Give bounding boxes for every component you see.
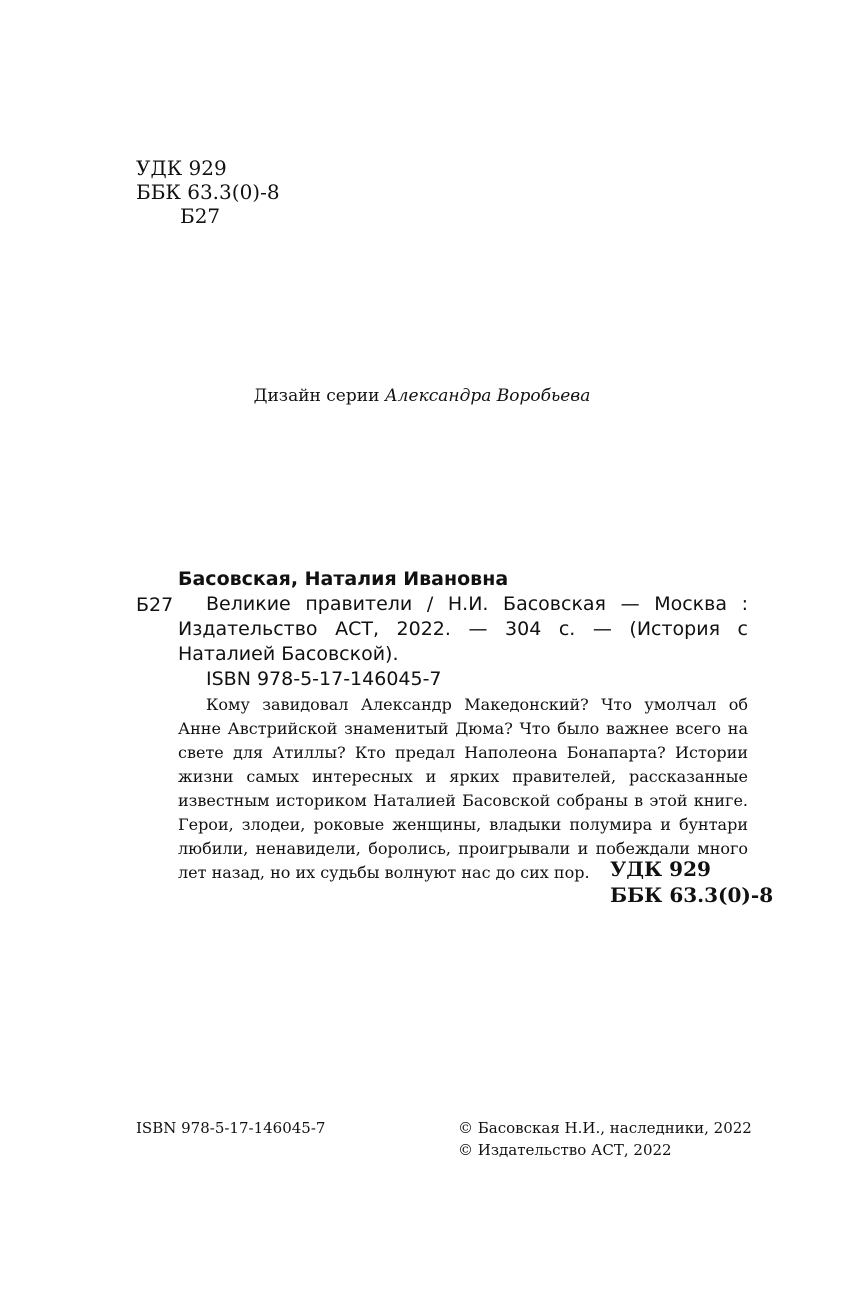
annotation-text: Кому завидовал Александр Македонский? Что умолчал об Анне Австрийской знаменитый Дюма? Что было важнее всего на свете для Атиллы? Кто предал Наполеона Бонапарта? Истории жизни самых интересных и ярких правителей, рассказанные известным историком Наталией Басовской собраны в этой книге. Герои, злодеи, роковые женщины, владыки полумира и бунтари любили, ненавидели, боролись, проигрывали и побеждали много лет назад, но их судьбы волнуют нас до сих пор. bbox=[178, 695, 748, 882]
author-sign: Б27 bbox=[136, 594, 174, 616]
design-prefix: Дизайн серии bbox=[253, 386, 385, 406]
bibliographic-description bbox=[178, 592, 748, 667]
copyright-publisher: © Издательство АСТ, 2022 bbox=[458, 1141, 672, 1159]
designer-name: Александра Воробьева bbox=[384, 386, 591, 406]
author-heading: Басовская, Наталия Ивановна bbox=[178, 568, 509, 590]
isbn-record: ISBN 978-5-17-146045-7 bbox=[206, 668, 442, 690]
copyright-author: © Басовская Н.И., наследники, 2022 bbox=[458, 1119, 752, 1137]
bbk-code-top: ББК 63.3(0)-8 bbox=[136, 180, 280, 204]
bbk-code-bottom: ББК 63.3(0)-8 bbox=[610, 883, 774, 907]
series-design-line bbox=[0, 386, 844, 406]
footer-isbn: ISBN 978-5-17-146045-7 bbox=[136, 1119, 326, 1137]
udk-code-top: УДК 929 bbox=[136, 156, 227, 180]
udk-code-bottom: УДК 929 bbox=[610, 857, 711, 881]
description-text: Великие правители / Н.И. Басовская — Москва : Издательство АСТ, 2022. — 304 с. — (История с Наталией Басовской). bbox=[178, 593, 748, 665]
author-sign-top: Б27 bbox=[180, 204, 221, 228]
